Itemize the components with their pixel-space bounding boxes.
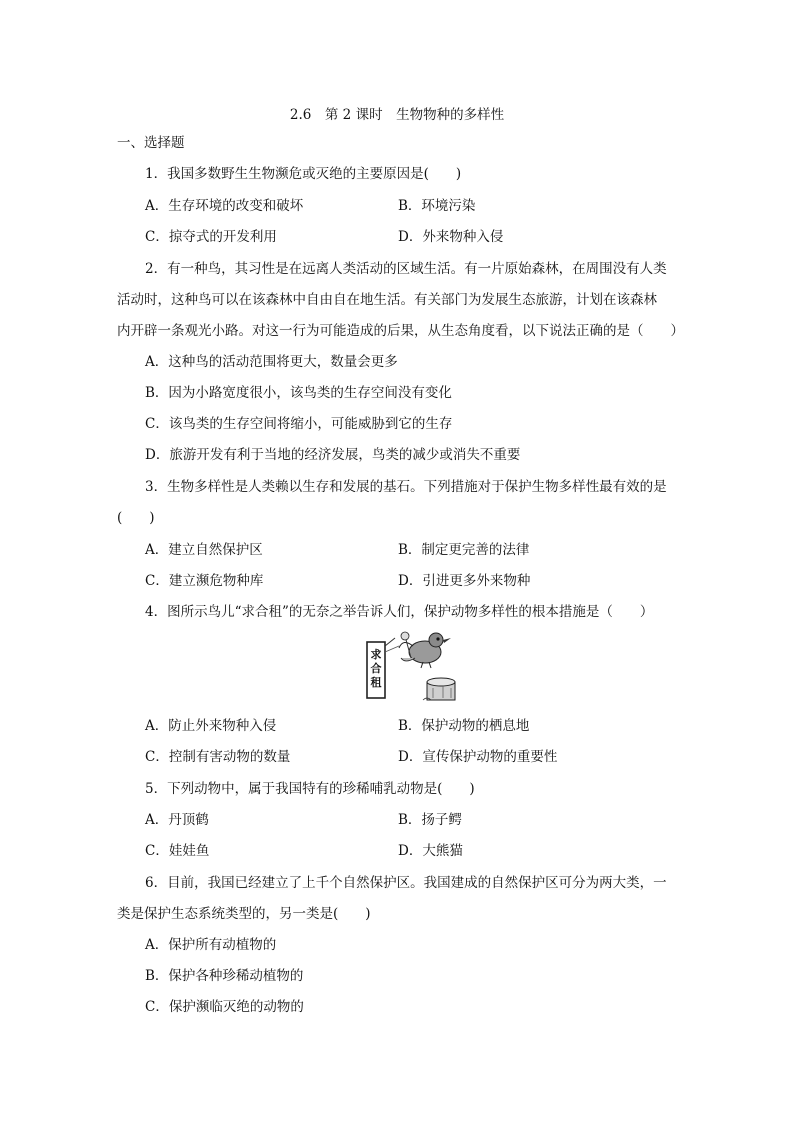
question-4-option-b: B．保护动物的栖息地	[398, 718, 530, 734]
question-3-option-b: B．制定更完善的法律	[398, 542, 530, 558]
question-5-stem: 5．下列动物中，属于我国特有的珍稀哺乳动物是( )	[145, 781, 475, 797]
question-2-option-b: B．因为小路宽度很小，该鸟类的生存空间没有变化	[145, 385, 452, 401]
question-6-stem-line-2: 类是保护生态系统类型的，另一类是( )	[117, 906, 371, 922]
question-3-stem-line-1: 3．生物多样性是人类赖以生存和发展的基石。下列措施对于保护生物多样性最有效的是	[145, 479, 667, 495]
question-1-option-a: A．生存环境的改变和破坏	[145, 198, 304, 214]
question-4-stem: 4．图所示鸟儿“求合租”的无奈之举告诉人们，保护动物多样性的根本措施是（ ）	[145, 604, 654, 620]
question-5-option-a: A．丹顶鹤	[145, 812, 209, 828]
question-2-option-a: A．这种鸟的活动范围将更大，数量会更多	[145, 354, 398, 370]
question-6-option-b: B．保护各种珍稀动植物的	[145, 968, 304, 984]
question-2-stem-line-3: 内开辟一条观光小路。对这一行为可能造成的后果，从生态角度看，以下说法正确的是（ ）	[117, 323, 684, 339]
question-3-option-d: D．引进更多外来物种	[398, 573, 531, 589]
bird-seeking-roommate-figure	[365, 628, 465, 704]
question-1-option-d: D．外来物种入侵	[398, 229, 504, 245]
question-2-option-d: D．旅游开发有利于当地的经济发展，鸟类的减少或消失不重要	[145, 447, 521, 463]
page-title: 2.6 第 2 课时 生物物种的多样性	[289, 107, 505, 123]
question-1-stem: 1．我国多数野生生物濒危或灭绝的主要原因是( )	[145, 166, 462, 182]
question-5-option-d: D．大熊猫	[398, 843, 463, 859]
figure-sign-text: 求合租	[370, 648, 382, 689]
question-5-option-b: B．扬子鳄	[398, 812, 462, 828]
question-2-stem-line-1: 2．有一种鸟，其习性是在远离人类活动的区域生活。有一片原始森林，在周围没有人类	[145, 261, 667, 277]
question-3-stem-line-2: ( )	[117, 510, 155, 526]
question-6-stem-line-1: 6．目前，我国已经建立了上千个自然保护区。我国建成的自然保护区可分为两大类，一	[145, 875, 667, 891]
question-2-stem-line-2: 活动时，这种鸟可以在该森林中自由自在地生活。有关部门为发展生态旅游，计划在该森林	[117, 292, 657, 308]
question-4-option-a: A．防止外来物种入侵	[145, 718, 277, 734]
question-2-option-c: C．该鸟类的生存空间将缩小，可能威胁到它的生存	[145, 416, 453, 432]
question-5-option-c: C．娃娃鱼	[145, 843, 210, 859]
question-4-option-c: C．控制有害动物的数量	[145, 749, 291, 765]
question-6-option-c: C．保护濒临灭绝的动物的	[145, 999, 304, 1015]
question-1-option-b: B．环境污染	[398, 198, 476, 214]
question-3-option-a: A．建立自然保护区	[145, 542, 263, 558]
question-4-option-d: D．宣传保护动物的重要性	[398, 749, 558, 765]
question-6-option-a: A．保护所有动植物的	[145, 937, 277, 953]
section-heading: 一、选择题	[117, 135, 185, 151]
question-1-option-c: C．掠夺式的开发利用	[145, 229, 277, 245]
question-3-option-c: C．建立濒危物种库	[145, 573, 264, 589]
